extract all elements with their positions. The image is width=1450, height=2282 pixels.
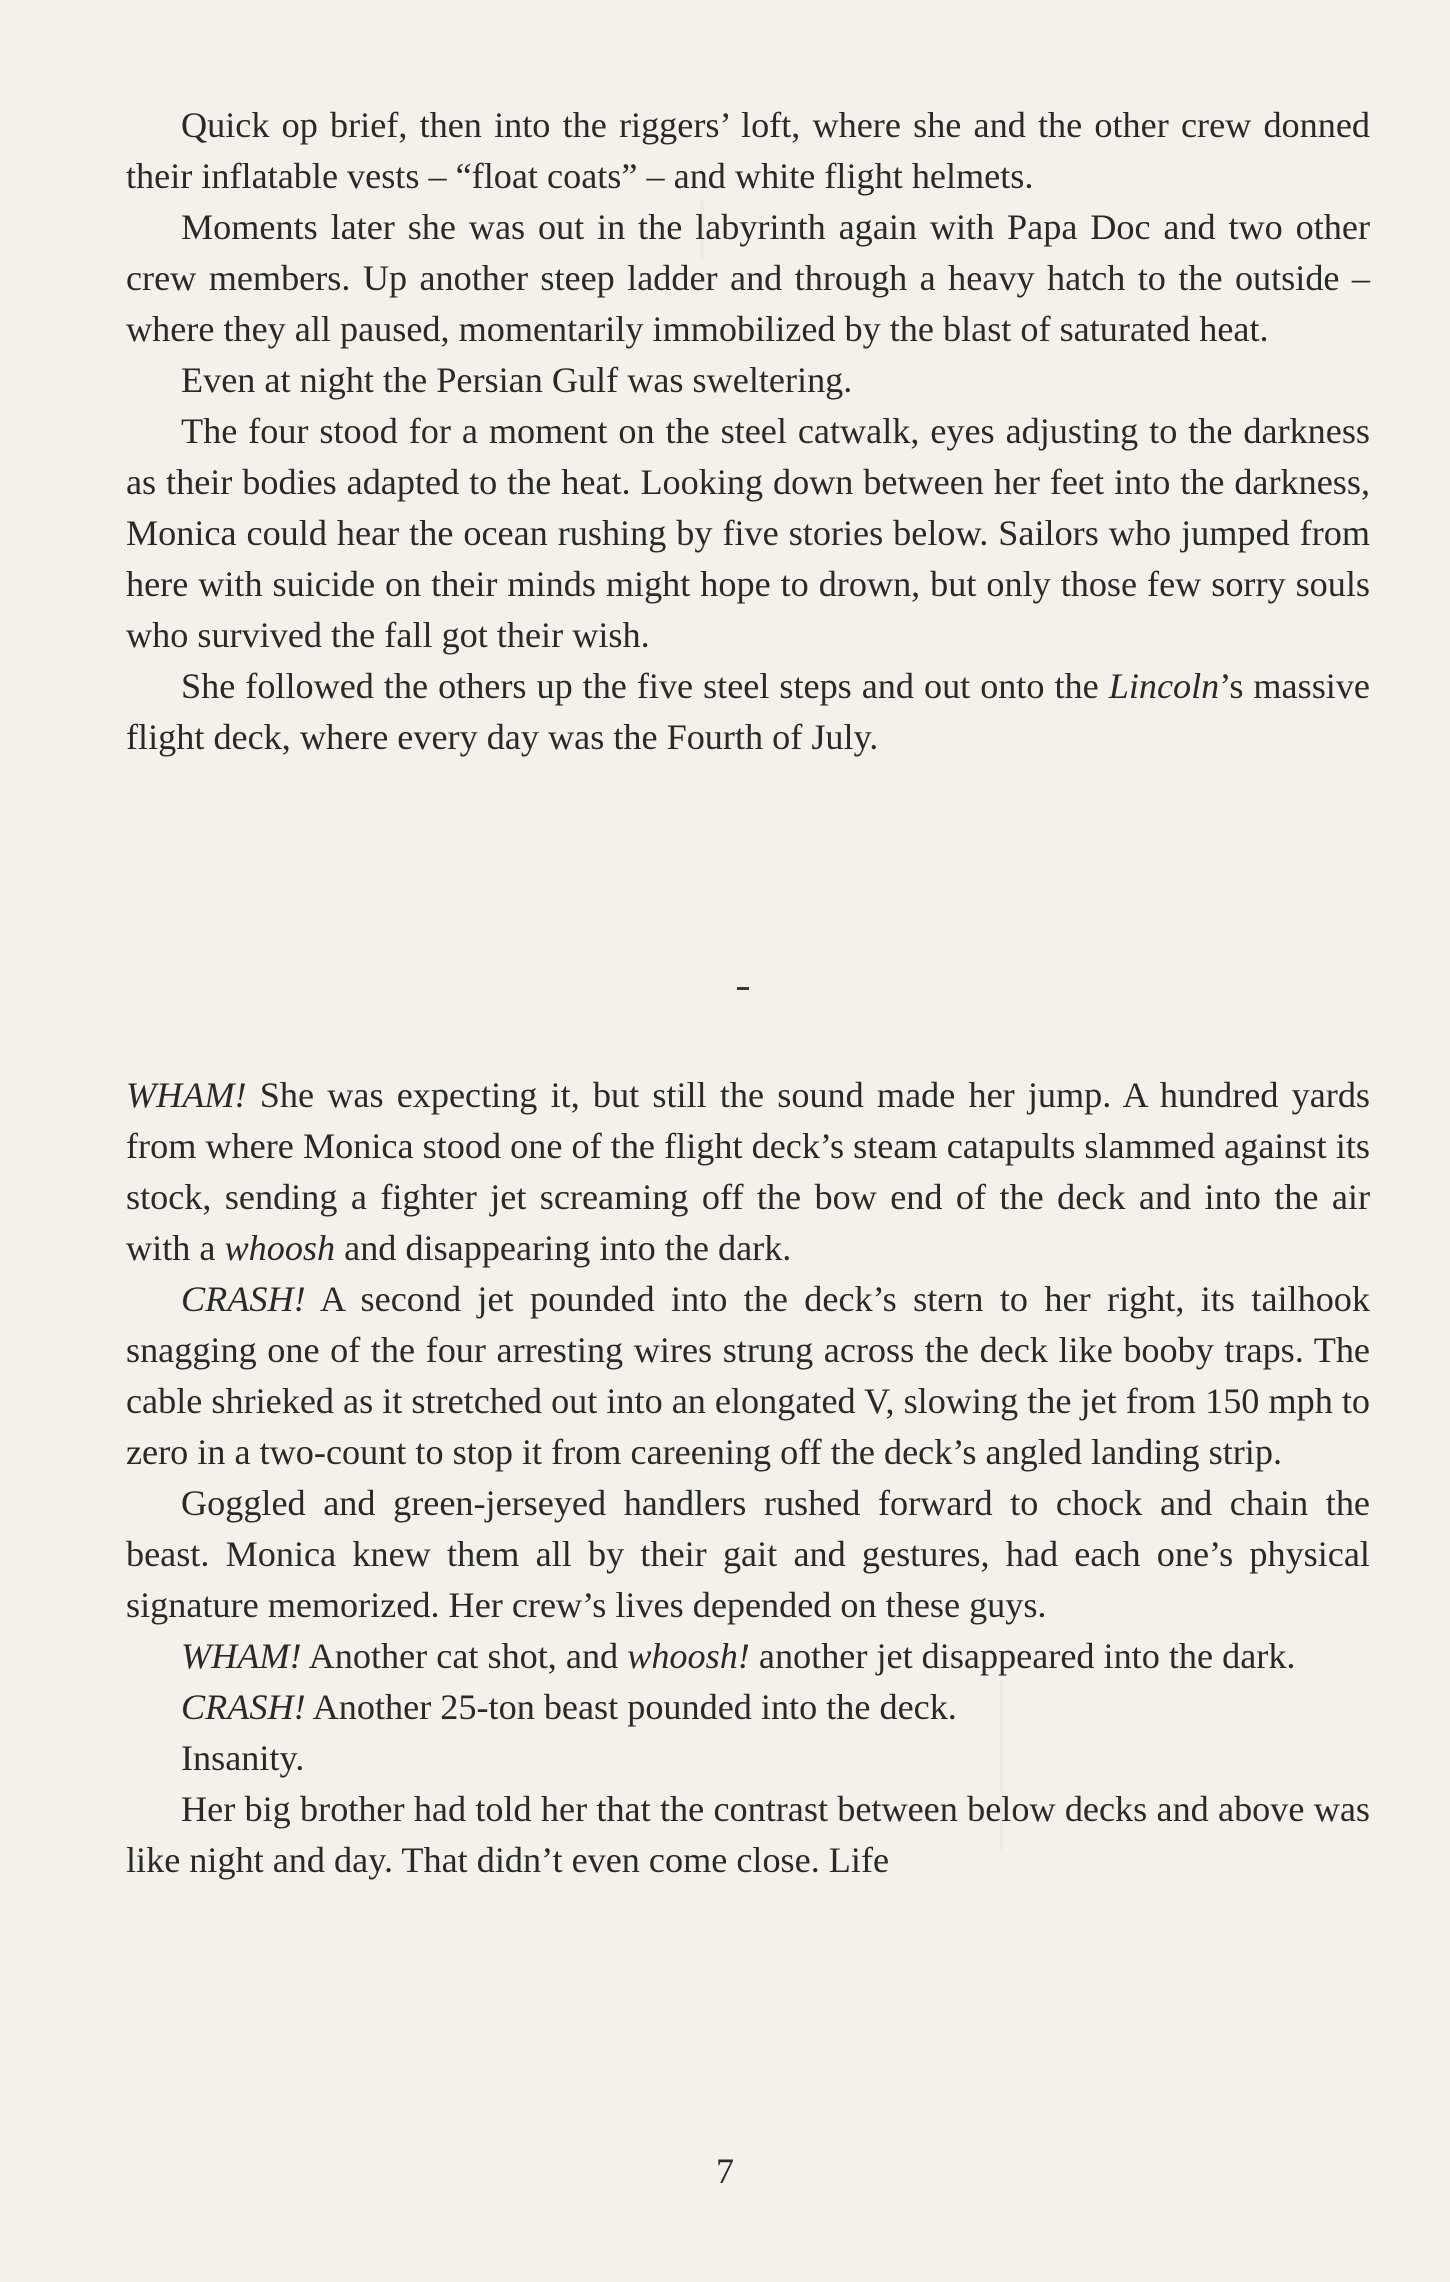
- text-run: She was expecting it, but still the sound made her jump. A hundred yards from where Monica stood one of the flight deck’s steam catapults slammed against its stock, sending a fighter jet screaming off the bow end of the deck and into the air with a: [126, 1075, 1370, 1268]
- text-run: ’s massive flight deck, where every day was the Fourth of July.: [126, 666, 1370, 757]
- paragraph: Her big brother had told her that the contrast between below decks and above was like night and day. That didn’t even come close. Life: [126, 1789, 1370, 1880]
- ship-name: Lincoln: [1108, 666, 1220, 706]
- paragraph: [126, 1682, 1370, 1733]
- sound-effect: WHAM!: [126, 1075, 247, 1115]
- paragraph: Quick op brief, then into the riggers’ loft, where she and the other crew donned their inflatable vests – “float coats” – and white flight helmets.: [126, 105, 1370, 196]
- paragraph: Even at night the Persian Gulf was sweltering.: [181, 360, 853, 400]
- paragraph: Moments later she was out in the labyrinth again with Papa Doc and two other crew members. Up another steep ladder and through a heavy hatch to the outside – where they all paused, momentarily immobilized by the blast of saturated heat.: [126, 207, 1370, 349]
- paragraph: Insanity.: [181, 1738, 305, 1778]
- paragraph: [126, 661, 1370, 763]
- section-two: [126, 1070, 1370, 1886]
- paragraph: [126, 1274, 1370, 1478]
- page-number: 7: [716, 2151, 734, 2191]
- paragraph: The four stood for a moment on the steel catwalk, eyes adjusting to the darkness as their bodies adapted to the heat. Looking down between her feet into the darkness, Monica could hear the ocean rushing by five stories below. Sailors who jumped from here with suicide on their minds might hope to drown, but only those few sorry souls who survived the fall got their wish.: [126, 411, 1370, 655]
- paragraph: [126, 1631, 1370, 1682]
- section-one: [126, 100, 1370, 763]
- paragraph: Goggled and green-jerseyed handlers rushed forward to chock and chain the beast. Monica knew them all by their gait and gestures, had each one’s physical signature memorized. Her crew’s lives depended on these guys.: [126, 1483, 1370, 1625]
- sound-effect: WHAM!: [181, 1636, 302, 1676]
- section-break: [737, 987, 749, 990]
- text-run: A second jet pounded into the deck’s stern to her right, its tailhook snagging one of the four arresting wires strung across the deck like booby traps. The cable shrieked as it stretched out into an elongated V, slowing the jet from 150 mph to zero in a two-count to stop it from careening off the deck’s angled landing strip.: [126, 1279, 1370, 1472]
- sound-effect: whoosh!: [627, 1636, 750, 1676]
- sound-effect: CRASH!: [181, 1687, 306, 1727]
- text-run: and disappearing into the dark.: [335, 1228, 792, 1268]
- sound-effect: whoosh: [224, 1228, 336, 1268]
- text-run: Another 25-ton beast pounded into the deck.: [305, 1687, 957, 1727]
- text-run: another jet disappeared into the dark.: [749, 1636, 1296, 1676]
- sound-effect: CRASH!: [181, 1279, 306, 1319]
- paragraph: [126, 1070, 1370, 1274]
- text-run: She followed the others up the five steel steps and out onto the: [181, 666, 1109, 706]
- text-run: Another cat shot, and: [301, 1636, 628, 1676]
